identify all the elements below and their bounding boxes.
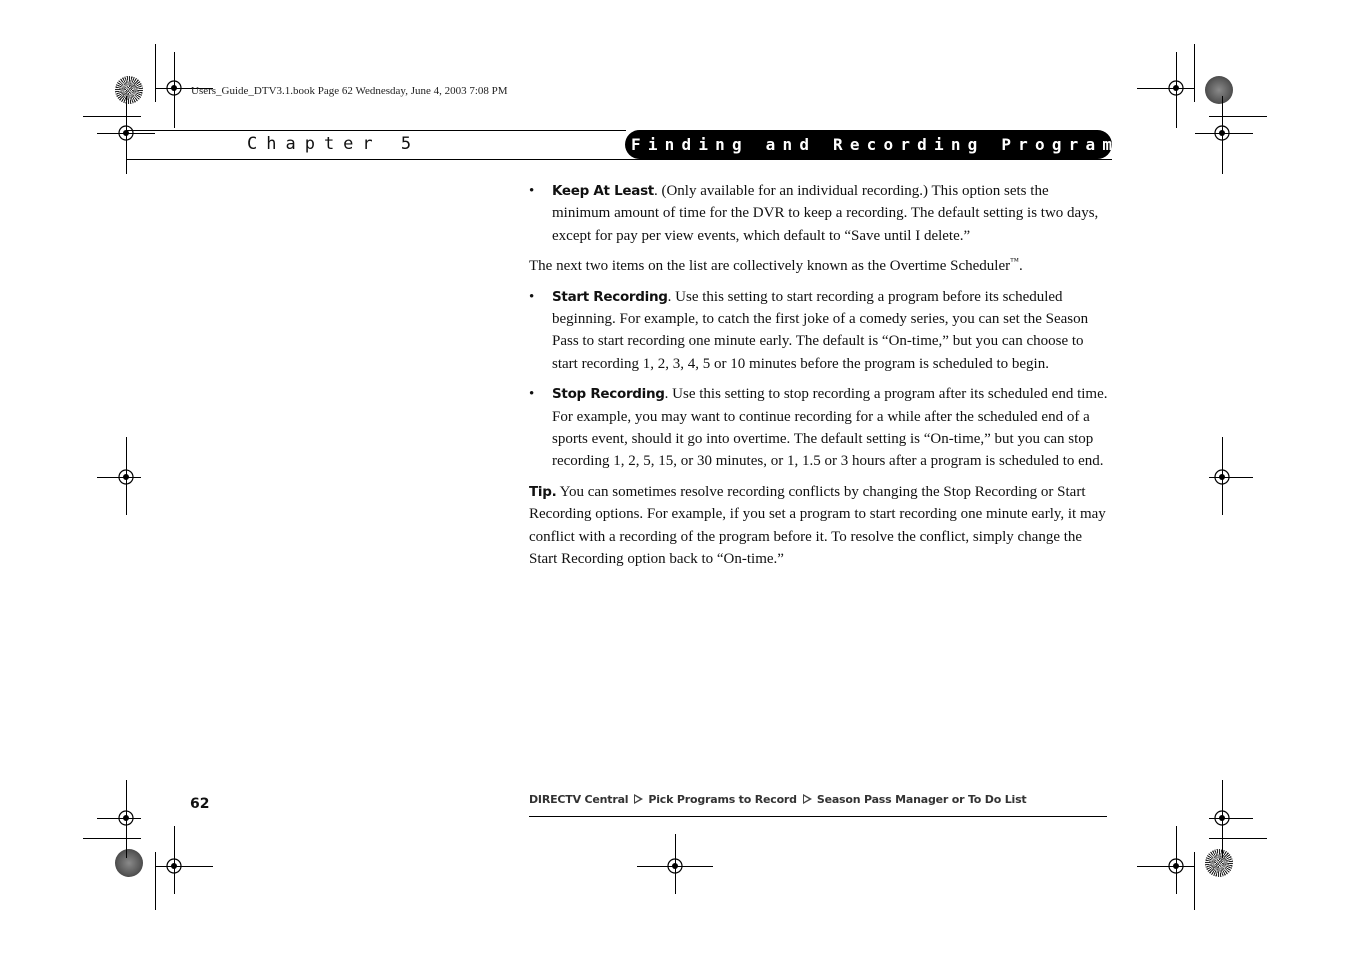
color-bar-dot-icon bbox=[1205, 76, 1233, 104]
term-start-recording: Start Recording bbox=[552, 288, 668, 305]
registration-mark-icon bbox=[1163, 75, 1189, 101]
registration-mark-icon bbox=[113, 464, 139, 490]
intro-end: . bbox=[1018, 258, 1023, 275]
description: . Use this setting to start recording a program before its scheduled beginning. For example, to catch the first joke of a comedy series, you can set the Season Pass to start recording one minute early. The default is “On-time,” but you can choose to start recording 1, 2, 3, 4, 5 or 10 minutes before the program is scheduled to begin. bbox=[552, 288, 1089, 372]
crop-line bbox=[83, 116, 141, 117]
arrow-right-icon bbox=[803, 794, 812, 804]
registration-mark-icon bbox=[662, 853, 688, 879]
page-content bbox=[529, 180, 1109, 579]
list-item-keep-at-least bbox=[529, 180, 1109, 247]
arrow-right-icon bbox=[634, 794, 643, 804]
registration-mark-icon bbox=[1209, 805, 1235, 831]
file-info: Users_Guide_DTV3.1.book Page 62 Wednesday, June 4, 2003 7:08 PM bbox=[191, 85, 508, 97]
footer-rule bbox=[529, 816, 1107, 817]
crop-line bbox=[1194, 44, 1195, 102]
chapter-label: Chapter 5 bbox=[247, 134, 421, 154]
list-item-start-recording bbox=[529, 286, 1109, 376]
bullet-icon: • bbox=[529, 183, 535, 199]
breadcrumb-item: Pick Programs to Record bbox=[648, 793, 797, 806]
tip-text: You can sometimes resolve recording conflicts by changing the Stop Recording or Start Recording options. For example, if you set a program to start recording one minute early, it may conflict with a recording of the program before it. To resolve the conflict, simply change the Start Recording option back to “On-time.” bbox=[529, 483, 1106, 568]
page-number: 62 bbox=[190, 796, 210, 812]
registration-mark-icon bbox=[113, 120, 139, 146]
chapter-title: Finding and Recording Programs bbox=[625, 130, 1112, 159]
intro-paragraph bbox=[529, 255, 1109, 277]
term-keep-at-least: Keep At Least bbox=[552, 183, 654, 199]
registration-mark-icon bbox=[1209, 120, 1235, 146]
registration-mark-icon bbox=[1209, 464, 1235, 490]
color-bar-star-icon bbox=[115, 76, 143, 104]
term-stop-recording: Stop Recording bbox=[552, 386, 665, 403]
tip-label: Tip. bbox=[529, 483, 557, 500]
bullet-icon: • bbox=[529, 288, 535, 305]
color-bar-star-icon bbox=[1205, 849, 1233, 877]
breadcrumb-item: Season Pass Manager or To Do List bbox=[816, 793, 1027, 806]
crop-line bbox=[155, 44, 156, 102]
list-item-stop-recording bbox=[529, 383, 1109, 473]
header-rule-top bbox=[126, 130, 626, 131]
crop-line bbox=[1209, 116, 1267, 117]
trademark-symbol: ™ bbox=[1010, 256, 1019, 267]
bullet-icon: • bbox=[529, 386, 535, 403]
color-bar-dot-icon bbox=[115, 849, 143, 877]
breadcrumb-item: DIRECTV Central bbox=[529, 793, 629, 806]
intro-text: The next two items on the list are collectively known as the Overtime Scheduler bbox=[529, 258, 1011, 275]
registration-mark-icon bbox=[161, 853, 187, 879]
breadcrumb bbox=[529, 793, 1026, 806]
crop-line bbox=[155, 852, 156, 910]
tip-paragraph bbox=[529, 481, 1109, 571]
description: . Use this setting to stop recording a program after its scheduled end time. For example, you may want to continue recording for a while after the scheduled end of a sports event, should it go into overtime. The default setting is “On-time,” but you can stop recording 1, 2, 5, 15, or 30 minutes, or 1, 1.5 or 3 hours after a program is scheduled to end. bbox=[552, 386, 1108, 470]
registration-mark-icon bbox=[161, 75, 187, 101]
header-rule-bottom bbox=[126, 159, 1112, 160]
registration-mark-icon bbox=[113, 805, 139, 831]
crop-line bbox=[83, 838, 141, 839]
crop-line bbox=[1194, 852, 1195, 910]
crop-line bbox=[1209, 838, 1267, 839]
description: . (Only available for an individual recording.) This option sets the minimum amount of time for the DVR to keep a recording. The default setting is two days, except for pay per view events, which default to “Save until I delete.” bbox=[552, 183, 1099, 244]
registration-mark-icon bbox=[1163, 853, 1189, 879]
